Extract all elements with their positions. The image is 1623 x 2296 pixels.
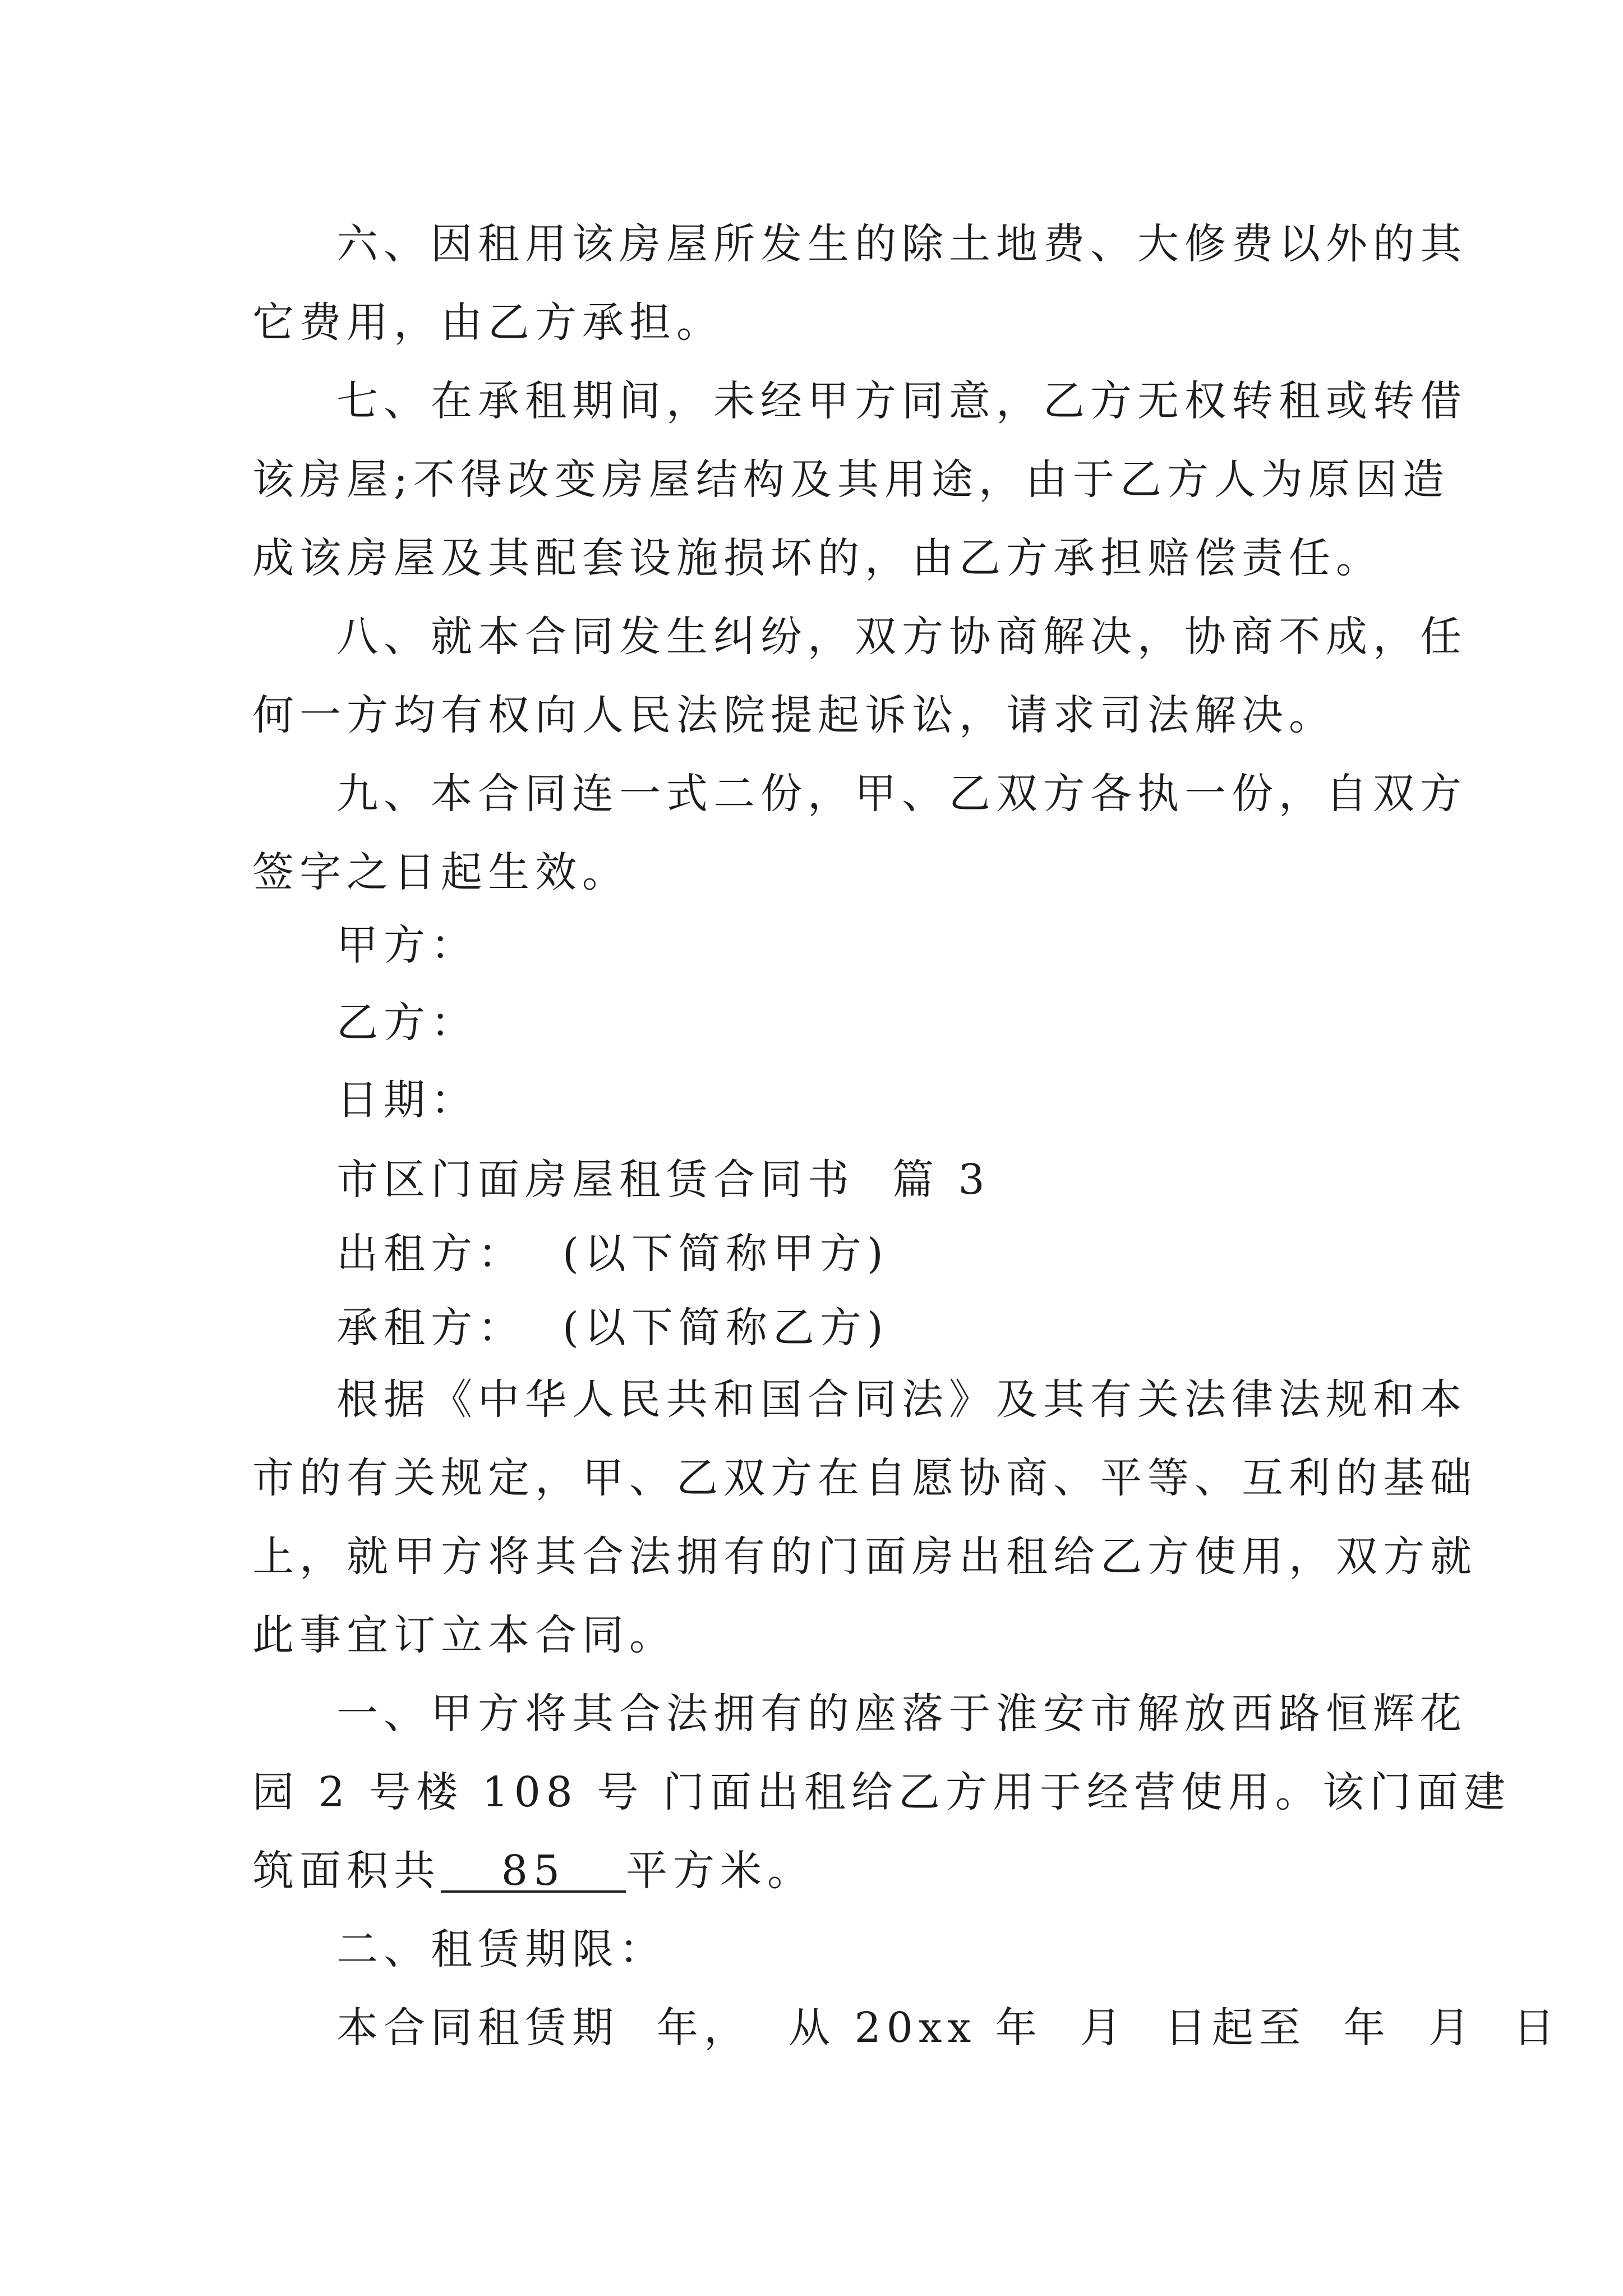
article-1-line-3 bbox=[252, 1847, 814, 1895]
area-value-blank: 85 bbox=[441, 1851, 626, 1893]
clause-6-line-2: 它费用，由乙方承担。 bbox=[252, 298, 723, 347]
clause-8-line-1: 八、就本合同发生纠纷，双方协商解决，协商不成，任 bbox=[336, 613, 1467, 661]
party-b-signature-label: 乙方： bbox=[336, 999, 478, 1047]
lessee-line: 承租方： (以下简称乙方) bbox=[336, 1304, 889, 1352]
clause-9-line-1: 九、本合同连一式二份，甲、乙双方各执一份，自双方 bbox=[336, 770, 1467, 818]
area-prefix: 筑面积共 bbox=[252, 1847, 441, 1895]
clause-9-line-2: 签字之日起生效。 bbox=[252, 848, 629, 896]
lessor-line: 出租方： (以下简称甲方) bbox=[336, 1230, 889, 1278]
clause-7-line-3: 成该房屋及其配套设施损坏的，由乙方承担赔偿责任。 bbox=[252, 534, 1383, 582]
clause-8-line-2: 何一方均有权向人民法院提起诉讼，请求司法解决。 bbox=[252, 691, 1336, 739]
preamble-line-4: 此事宜订立本合同。 bbox=[252, 1611, 676, 1659]
preamble-line-1: 根据《中华人民共和国合同法》及其有关法律法规和本 bbox=[336, 1375, 1467, 1424]
clause-7-line-1: 七、在承租期间，未经甲方同意，乙方无权转租或转借 bbox=[336, 377, 1467, 425]
clause-6-line-1: 六、因租用该房屋所发生的除土地费、大修费以外的其 bbox=[336, 220, 1467, 268]
date-label: 日期： bbox=[336, 1076, 478, 1124]
clause-7-line-2: 该房屋;不得改变房屋结构及其用途，由于乙方人为原因造 bbox=[252, 455, 1450, 504]
article-1-line-1: 一、甲方将其合法拥有的座落于淮安市解放西路恒辉花 bbox=[336, 1690, 1467, 1738]
area-suffix: 平方米。 bbox=[626, 1847, 814, 1895]
article-2-title: 二、租赁期限： bbox=[336, 1925, 666, 1973]
party-a-signature-label: 甲方： bbox=[336, 921, 478, 969]
preamble-line-3: 上，就甲方将其合法拥有的门面房出租给乙方使用，双方就 bbox=[252, 1533, 1477, 1581]
article-1-line-2: 园 2 号楼 108 号 门面出租给乙方用于经营使用。该门面建 bbox=[252, 1768, 1511, 1816]
article-2-line-1: 本合同租赁期 年， 从 20xx 年 月 日起至 年 月 日 bbox=[336, 2004, 1560, 2052]
section-title: 市区门面房屋租赁合同书 篇 3 bbox=[336, 1156, 990, 1204]
preamble-line-2: 市的有关规定，甲、乙双方在自愿协商、平等、互利的基础 bbox=[252, 1454, 1477, 1502]
